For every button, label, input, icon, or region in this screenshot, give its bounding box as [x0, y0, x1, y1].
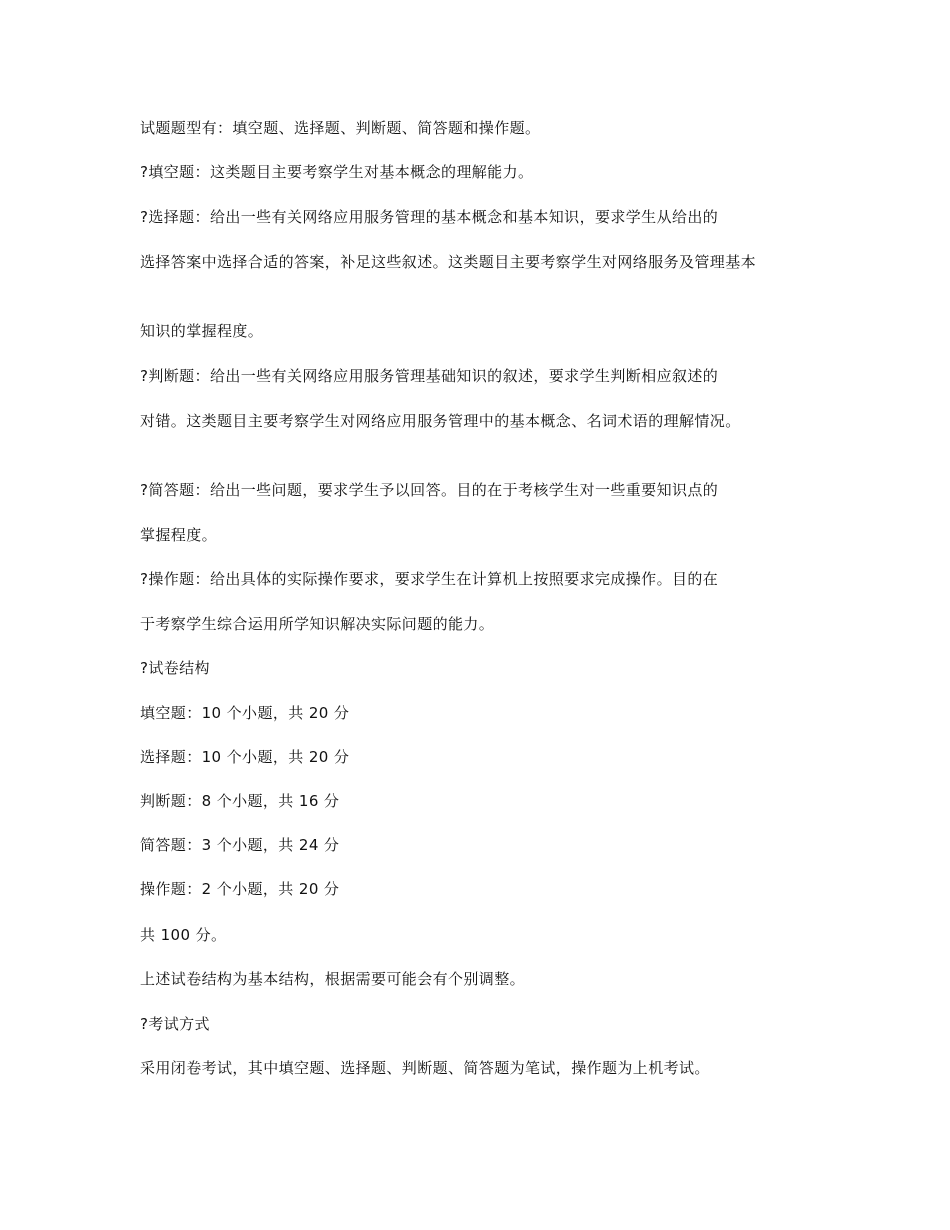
structure-multiple-choice: 选择题：10 个小题，共 20 分 — [140, 748, 350, 766]
exam-method-heading: ?考试方式 — [140, 1015, 210, 1033]
multiple-choice-description-cont: 选择答案中选择合适的答案，补足这些叙述。这类题目主要考察学生对网络服务及管理基本 — [140, 253, 757, 271]
practical-description: ?操作题：给出具体的实际操作要求，要求学生在计算机上按照要求完成操作。目的在 — [140, 570, 719, 588]
structure-practical: 操作题：2 个小题，共 20 分 — [140, 880, 340, 898]
exam-method-description: 采用闭卷考试，其中填空题、选择题、判断题、简答题为笔试，操作题为上机考试。 — [140, 1059, 710, 1077]
multiple-choice-description: ?选择题：给出一些有关网络应用服务管理的基本概念和基本知识，要求学生从给出的 — [140, 208, 719, 226]
structure-short-answer: 简答题：3 个小题，共 24 分 — [140, 836, 340, 854]
fill-blank-description: ?填空题：这类题目主要考察学生对基本概念的理解能力。 — [140, 163, 534, 181]
short-answer-description: ?简答题：给出一些问题，要求学生予以回答。目的在于考核学生对一些重要知识点的 — [140, 481, 719, 499]
structure-note: 上述试卷结构为基本结构，根据需要可能会有个别调整。 — [140, 970, 526, 988]
true-false-description-cont: 对错。这类题目主要考察学生对网络应用服务管理中的基本概念、名词术语的理解情况。 — [140, 412, 741, 430]
structure-fill-blank: 填空题：10 个小题，共 20 分 — [140, 704, 350, 722]
short-answer-description-cont: 掌握程度。 — [140, 526, 218, 544]
intro-question-types: 试题题型有：填空题、选择题、判断题、简答题和操作题。 — [140, 119, 541, 137]
practical-description-cont: 于考察学生综合运用所学知识解决实际问题的能力。 — [140, 615, 495, 633]
structure-total: 共 100 分。 — [140, 926, 227, 944]
multiple-choice-description-end: 知识的掌握程度。 — [140, 322, 264, 340]
structure-true-false: 判断题：8 个小题，共 16 分 — [140, 792, 340, 810]
paper-structure-heading: ?试卷结构 — [140, 659, 210, 677]
true-false-description: ?判断题：给出一些有关网络应用服务管理基础知识的叙述，要求学生判断相应叙述的 — [140, 367, 719, 385]
